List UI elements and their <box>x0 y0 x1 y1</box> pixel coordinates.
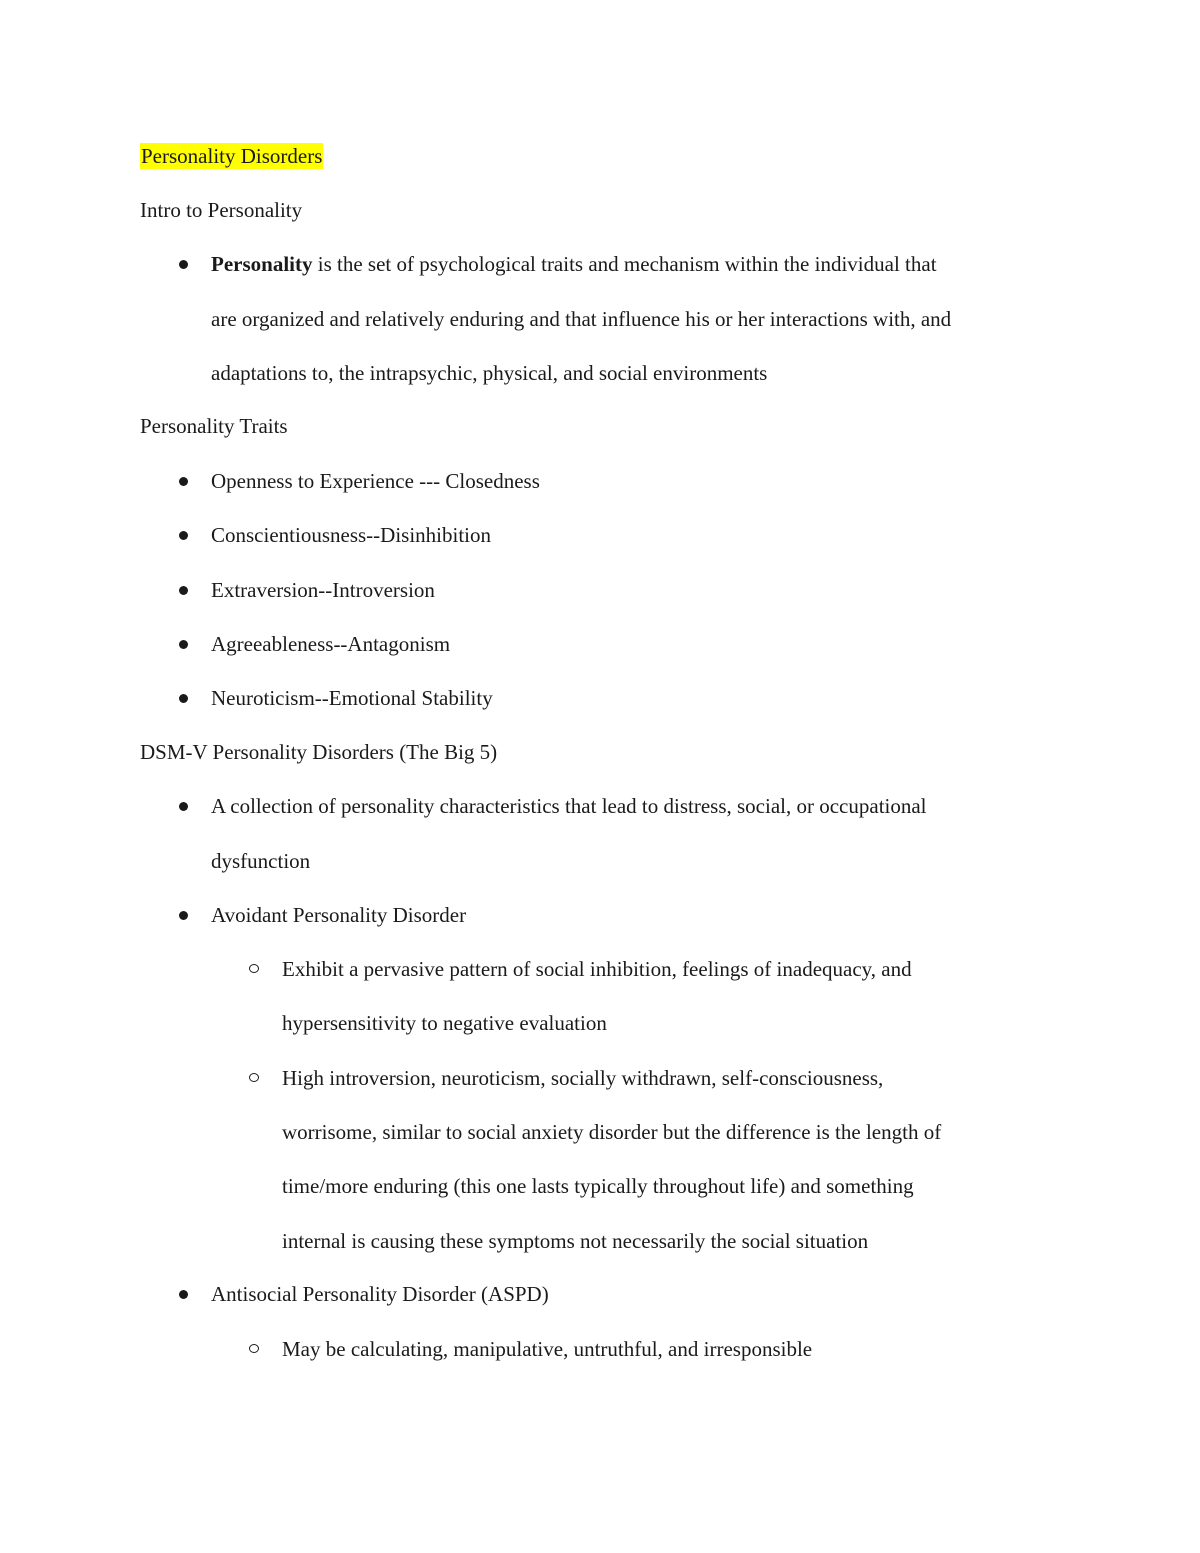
bullet-icon <box>179 586 188 595</box>
sub-list-item: High introversion, neuroticism, socially withdrawn, self-consciousness, <box>282 1066 884 1090</box>
bullet-icon <box>179 694 188 703</box>
list-item-continuation: dysfunction <box>211 849 311 873</box>
bullet-icon <box>179 531 188 540</box>
definition-text: is the set of psychological traits and mechanism within the individual that <box>312 252 937 276</box>
bullet-icon <box>179 802 188 811</box>
list-item: Neuroticism--Emotional Stability <box>211 686 493 710</box>
sub-list-item-continuation: time/more enduring (this one lasts typically throughout life) and something <box>282 1174 914 1198</box>
list-item: Conscientiousness--Disinhibition <box>211 523 491 547</box>
document-title: Personality Disorders <box>141 144 323 168</box>
sub-list-item-continuation: internal is causing these symptoms not necessarily the social situation <box>282 1229 869 1253</box>
sub-bullet-icon <box>249 964 259 973</box>
list-item: Openness to Experience --- Closedness <box>211 469 540 493</box>
sub-list-item-continuation: hypersensitivity to negative evaluation <box>282 1011 607 1035</box>
section-heading-traits: Personality Traits <box>140 414 288 438</box>
sub-list-item-continuation: worrisome, similar to social anxiety disorder but the difference is the length of <box>282 1120 942 1144</box>
list-item: Antisocial Personality Disorder (ASPD) <box>211 1282 549 1306</box>
list-item-continuation: are organized and relatively enduring and that influence his or her interactions with, and <box>211 307 952 331</box>
section-heading-intro: Intro to Personality <box>140 198 303 222</box>
list-item-continuation: adaptations to, the intrapsychic, physical, and social environments <box>211 361 768 385</box>
list-item: Extraversion--Introversion <box>211 578 435 602</box>
list-item: A collection of personality characteristics that lead to distress, social, or occupational <box>211 794 927 818</box>
bullet-icon <box>179 911 188 920</box>
list-item: Avoidant Personality Disorder <box>211 903 467 927</box>
list-item: Agreeableness--Antagonism <box>211 632 451 656</box>
bullet-icon <box>179 640 188 649</box>
sub-list-item: Exhibit a pervasive pattern of social inhibition, feelings of inadequacy, and <box>282 957 912 981</box>
section-heading-dsm: DSM-V Personality Disorders (The Big 5) <box>140 740 498 764</box>
bullet-icon <box>179 260 188 269</box>
sub-bullet-icon <box>249 1344 259 1353</box>
bullet-icon <box>179 1290 188 1299</box>
list-item-personality-definition <box>211 251 937 277</box>
bold-term: Personality <box>211 252 313 276</box>
bullet-icon <box>179 477 188 486</box>
sub-bullet-icon <box>249 1073 259 1082</box>
sub-list-item: May be calculating, manipulative, untruthful, and irresponsible <box>282 1337 813 1361</box>
